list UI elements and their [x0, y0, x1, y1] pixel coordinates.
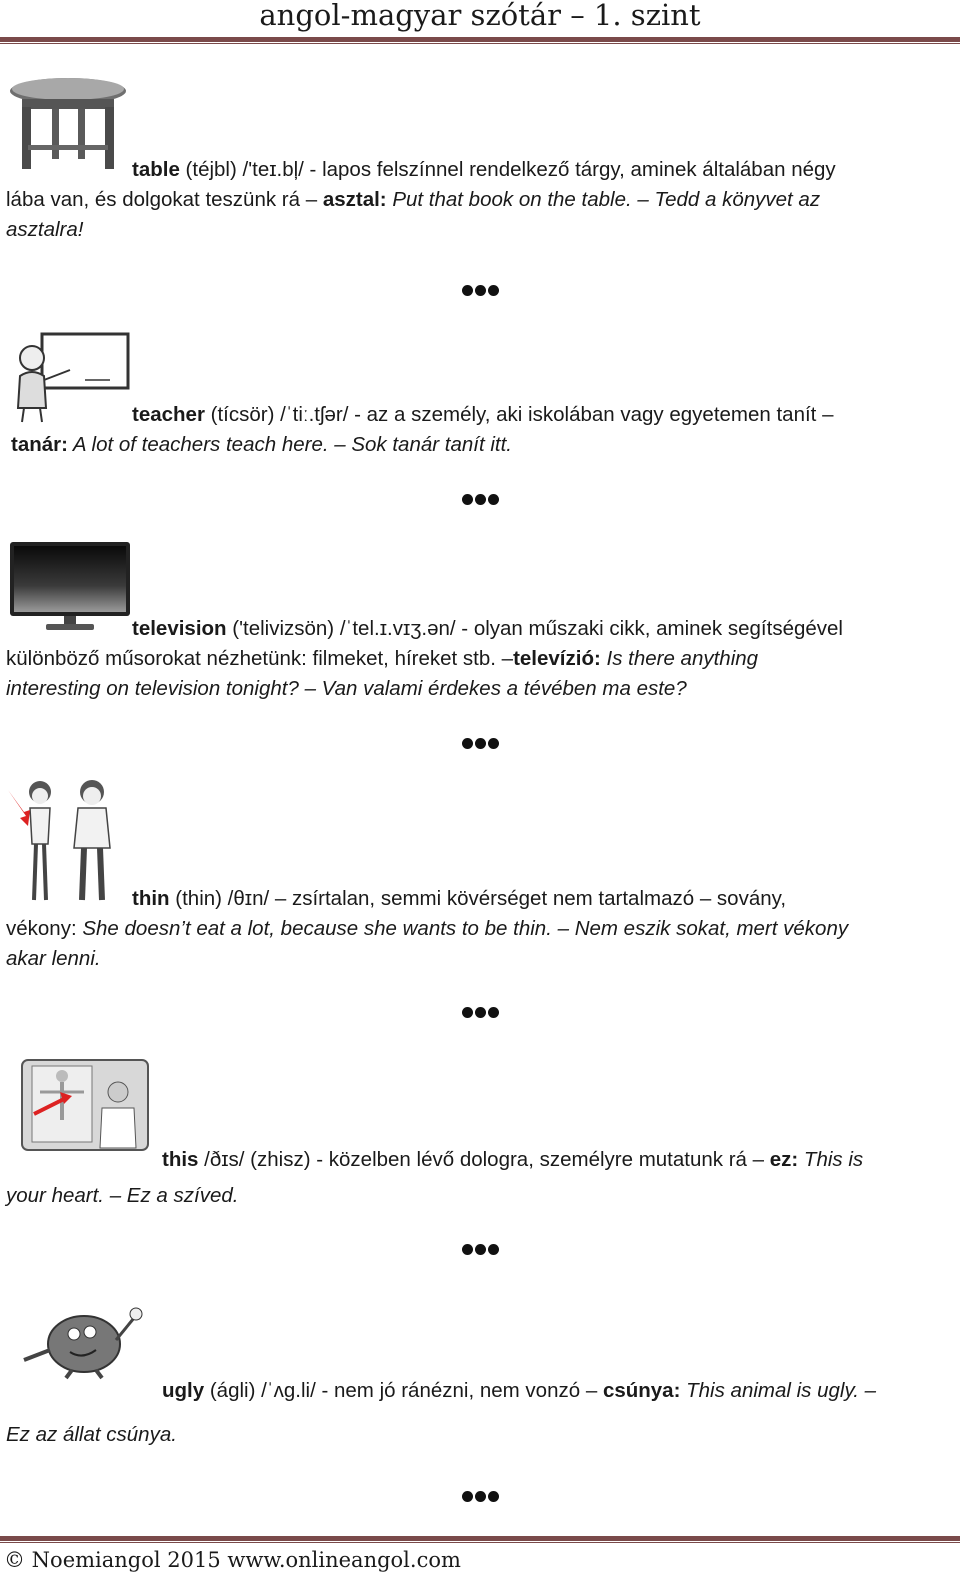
page-title: angol-magyar szótár – 1. szint — [259, 0, 701, 32]
separator-dots — [0, 1242, 960, 1258]
entry-table — [6, 155, 951, 245]
entry-thin — [6, 884, 951, 974]
meaning: csúnya: — [602, 1379, 681, 1402]
example-cont: interesting on television tonight? – Van valami érdekes a tévében ma este? — [6, 677, 687, 700]
example-cont: asztalra! — [6, 218, 84, 241]
header-rule — [0, 37, 960, 42]
example: This is — [798, 1148, 864, 1171]
separator-dots — [0, 1005, 960, 1021]
separator-dots — [0, 1489, 960, 1505]
definition-cont: lába van, és dolgokat teszünk rá – — [6, 188, 323, 211]
definition: (téjbl) /'teɪ.bļ/ - lapos felszínnel rendelkező tárgy, aminek általában négy — [179, 158, 836, 181]
headword: this — [162, 1148, 199, 1171]
header-rule-thin — [0, 43, 960, 44]
separator-dots — [0, 283, 960, 299]
definition: /ðɪs/ (zhisz) - közelben lévő dologra, személyre mutatunk rá – — [198, 1148, 770, 1171]
ugly-image — [20, 1300, 150, 1380]
example-cont: your heart. – Ez a szíved. — [6, 1184, 239, 1207]
entry-this — [6, 1145, 951, 1211]
example: She doesn’t eat a lot, because she wants to be thin. – Nem eszik sokat, mert vékony — [82, 917, 849, 940]
entry-ugly — [6, 1376, 951, 1450]
definition: (tícsör) /ˈtiː.tʃər/ - az a személy, aki iskolában vagy egyetemen tanít – — [204, 403, 834, 426]
headword: teacher — [132, 403, 205, 426]
example-cont: akar lenni. — [6, 947, 101, 970]
definition: (thin) /θɪn/ – zsírtalan, semmi kövérséget nem tartalmazó – sovány, — [169, 887, 787, 910]
definition: ('telivizsön) /ˈtel.ɪ.vɪʒ.ən/ - olyan műszaki cikk, aminek segítségével — [226, 617, 843, 640]
separator-dots — [0, 492, 960, 508]
headword: television — [132, 617, 227, 640]
headword: table — [132, 158, 180, 181]
meaning: asztal: — [322, 188, 387, 211]
definition-cont: vékony: — [6, 917, 83, 940]
headword: thin — [132, 887, 170, 910]
example: This animal is ugly. – — [680, 1379, 877, 1402]
footer-rule-thin — [0, 1542, 960, 1543]
definition: (ágli) /ˈʌg.li/ - nem jó ránézni, nem vonzó – — [204, 1379, 603, 1402]
example: A lot of teachers teach here. – Sok tanár tanít itt. — [67, 433, 513, 456]
footer-rule — [0, 1536, 960, 1541]
separator-dots — [0, 736, 960, 752]
this-image — [20, 1058, 150, 1152]
example: Is there anything — [600, 647, 759, 670]
meaning: televízió: — [513, 647, 601, 670]
headword: ugly — [162, 1379, 205, 1402]
meaning: tanár: — [11, 433, 68, 456]
entry-teacher — [6, 400, 951, 460]
definition-cont: különböző műsorokat nézhetünk: filmeket, híreket stb. – — [6, 647, 514, 670]
example-cont: Ez az állat csúnya. — [6, 1423, 177, 1446]
example: Put that book on the table. – Tedd a könyvet az — [386, 188, 821, 211]
meaning: ez: — [769, 1148, 799, 1171]
footer-text: © Noemiangol 2015 www.onlineangol.com — [4, 1548, 461, 1572]
entry-television — [6, 614, 951, 704]
